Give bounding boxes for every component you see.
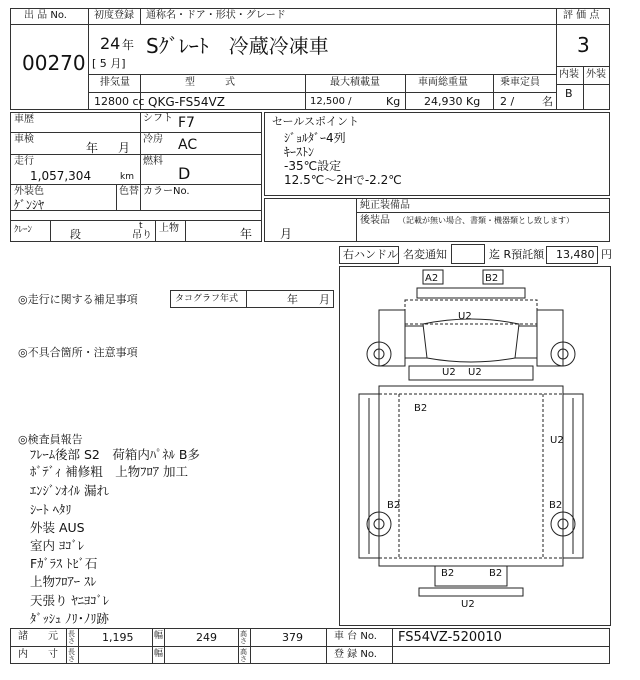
mark-a2: A2 [425,273,439,284]
spec-label: 諸 元 [18,631,58,642]
model-code: QKG-FS54VZ [148,95,225,109]
ext-color-label: 外装色 [14,186,44,197]
mark-b2-mirror: B2 [485,273,499,284]
cooling-label: 冷房 [143,134,163,145]
width-label-inner: 幅 [154,649,164,659]
mileage-label: 走行 [14,156,34,167]
sales-point-1: ｼﾞｮﾙﾀﾞｰ4列 [284,131,346,145]
reg-month: [ 5 月] [92,57,126,70]
body-year: 年 [240,227,253,241]
max-load: 12,500 / [310,96,352,107]
inspector-line-6: 室内 ﾖｺﾞﾚ [30,538,84,553]
steering-value: 右ハンドル [343,248,398,261]
capacity-label: 乗車定員 [500,77,540,88]
shift-value: F7 [178,115,195,131]
inspector-label: ◎検査員報告 [18,433,83,446]
r-label: 迄 R預託額 [489,248,545,261]
mark-b2-body: B2 [414,403,428,414]
mark-b2-bumper-right: B2 [489,568,503,579]
gross-weight: 24,930 Kg [424,95,481,108]
body-label: 上物 [159,223,179,234]
sales-point-4: 12.5℃～2Hで-2.2℃ [284,173,402,187]
sales-title: セールスポイント [272,115,360,128]
crane-hook: 吊り [132,230,152,241]
width-label: 幅 [154,631,164,641]
inspector-line-10: ﾀﾞｯｼｭ ﾉﾘ･ﾉﾘ跡 [30,611,109,626]
chassis-label: 車 台 No. [334,631,377,642]
mark-u2-cab: U2 [458,311,472,322]
later-equip-note: （記載が無い場合、書類・機器類とし致します） [398,216,574,225]
mark-u2-left: U2 [442,367,456,378]
first-reg-label: 初度登録 [94,10,134,21]
crane-t: t [139,221,143,231]
inspection-month: 月 [118,141,131,155]
exterior-grade-label: 外装 [586,69,606,80]
spec-height: 379 [282,631,303,644]
spec-length: 1,195 [102,631,134,644]
tacho-label: タコグラフ年式 [175,294,239,304]
inspection-label: 車検 [14,134,34,145]
len-label: 長さ [68,630,75,645]
interior-grade: B [565,87,573,100]
mileage-value: 1,057,304 [30,169,92,183]
height-label: 高さ [240,630,247,645]
lot-no-label: 出 品 No. [24,10,67,21]
overall-grade: 3 [577,33,590,57]
len-label-inner: 長さ [68,648,75,663]
fuel-value: D [178,164,191,183]
body-month: 月 [280,227,293,241]
max-load-unit: Kg [386,95,401,108]
color-no-label: カラーNo. [143,186,190,197]
capacity-unit: 名 [542,95,553,108]
mark-b2-left-rear: B2 [387,500,401,511]
inspector-line-3: ｴﾝｼﾞﾝｵｲﾙ 漏れ [30,483,109,498]
model-code-label: 型 式 [185,77,235,88]
inspector-line-1: ﾌﾚｰﾑ後部 S2 荷箱内ﾊﾟﾈﾙ B多 [30,447,200,462]
color-change-label: 色替 [119,186,139,197]
gross-weight-label: 車両総重量 [418,77,468,88]
inner-label: 内 寸 [18,649,58,660]
r-value: 13,480 [556,248,595,261]
mark-u2-side: U2 [550,435,564,446]
inspector-line-9: 天張り ﾔﾆﾖｺﾞﾚ [30,593,109,608]
max-load-label: 最大積載量 [330,77,380,88]
inspection-year: 年 [86,141,99,155]
odo-change-label: 名変通知 [403,248,447,261]
interior-grade-label: 内装 [559,69,579,80]
crane-stage: 段 [70,228,81,241]
r-unit: 円 [601,248,612,261]
sales-point-3: -35℃設定 [284,159,342,173]
capacity: 2 / [500,95,515,108]
displacement: 12800 cc [94,95,145,108]
defect-label: ◎不具合箇所・注意事項 [18,346,138,359]
genuine-equip-label: 純正装備品 [360,200,410,211]
mark-b2-right-rear: B2 [549,500,563,511]
inspector-line-8: 上物ﾌﾛｱｰ ｽﾚ [30,574,97,589]
history-label: 車歴 [14,114,34,125]
crane-label: ｸﾚｰﾝ [14,225,33,235]
mark-u2-rear: U2 [461,599,475,610]
mileage-unit: km [120,172,134,182]
truck-diagram [339,266,611,626]
reg-year-unit: 年 [122,38,135,52]
tacho-month: 月 [319,293,330,306]
inspector-line-5: 外装 AUS [30,520,85,535]
driving-remarks-label: ◎走行に関する補足事項 [18,293,138,306]
tacho-year: 年 [287,293,298,306]
inspector-line-2: ﾎﾞﾃﾞｨ 補修粗 上物ﾌﾛｱ 加工 [30,464,188,479]
mark-b2-bumper-left: B2 [441,568,455,579]
shift-label: シフト [143,113,173,124]
later-equip-label: 後装品 [360,215,390,226]
ext-color-value: ｹﾞﾝｼﾔ [14,198,45,212]
reg-no-label: 登 録 No. [334,649,377,660]
height-label-inner: 高さ [240,648,247,663]
model-name: Sｸﾞﾚｰﾄ 冷蔵冷凍車 [146,34,329,58]
name-label: 通称名・ドア・形状・グレード [146,10,286,21]
sales-point-2: ｷｰｽﾄﾝ [284,145,315,159]
displacement-label: 排気量 [100,77,130,88]
chassis-value: FS54VZ-520010 [398,630,502,645]
inspector-line-7: Fｶﾞﾗｽ ﾄﾋﾞ石 [30,556,98,571]
lot-no: 00270 [22,51,86,75]
reg-year: 24 [100,34,121,53]
mark-u2-right: U2 [468,367,482,378]
inspector-line-4: ｼｰﾄ ﾍﾀﾘ [30,502,72,517]
fuel-label: 燃料 [143,156,163,167]
odo-change-box [451,244,485,264]
grade-label: 評 価 点 [563,10,600,21]
spec-width: 249 [196,631,217,644]
cooling-value: AC [178,137,198,153]
